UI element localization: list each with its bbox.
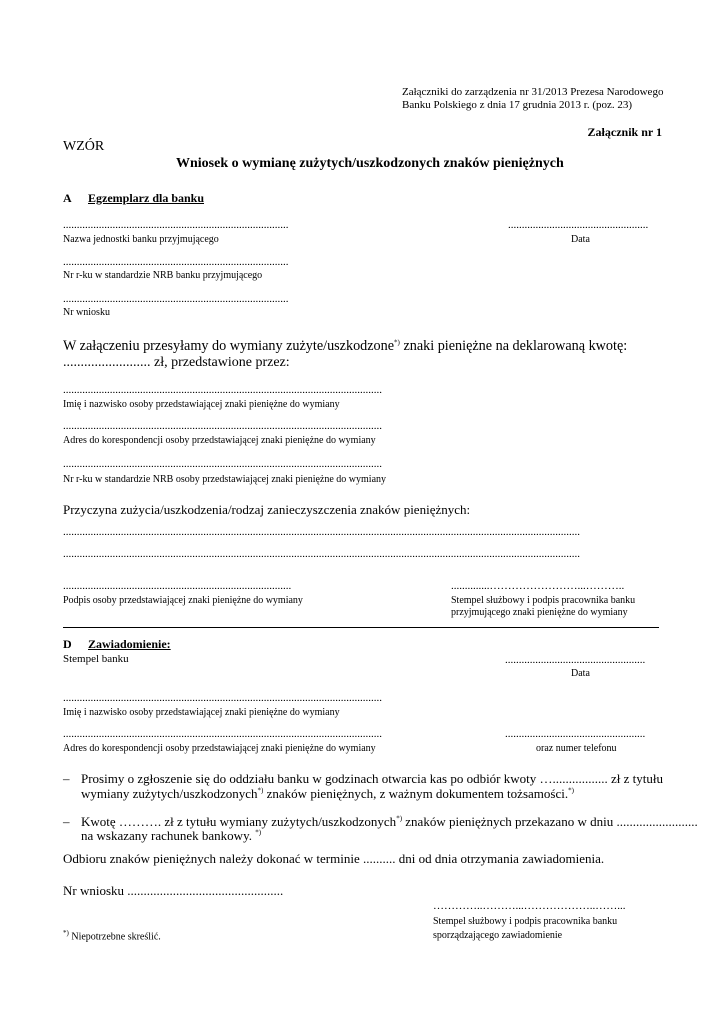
footnote-ref: *) [257, 786, 264, 795]
person-name-field[interactable]: .................................................................................................................... [63, 384, 382, 396]
bullet-2-text-a: Kwotę ………. zł z tytułu wymiany zużytych/uszkodzonych [81, 814, 397, 829]
stamp-label-line-1: Stempel służbowy i podpis pracownika banku [451, 595, 636, 606]
person-account-field[interactable]: .................................................................................................................... [63, 458, 382, 470]
footnote-text: Niepotrzebne skreślić. [68, 931, 161, 943]
bank-unit-label: Nazwa jednostki banku przyjmującego [63, 234, 219, 245]
bank-unit-field[interactable]: .................................................................................. [63, 219, 289, 231]
employee-signature-label-2: sporządzającego zawiadomienie [433, 930, 563, 941]
section-d-letter: D [63, 637, 72, 651]
reason-field-2[interactable]: ............................................................................................................................................................................................ [63, 548, 580, 560]
intro-text-b: znaki pieniężne na deklarowaną kwotę: [399, 338, 628, 354]
notice-address-field[interactable]: .................................................................................................................... [63, 728, 382, 740]
employee-signature-label-1: Stempel służbowy i podpis pracownika banku [433, 916, 618, 927]
signature-label: Podpis osoby przedstawiającej znaki pieniężne do wymiany [63, 595, 303, 606]
notice-address-label: Adres do korespondencji osoby przedstawiającej znaki pieniężne do wymiany [63, 743, 376, 754]
wzor-label: WZÓR [63, 139, 105, 154]
person-account-label: Nr r-ku w standardzie NRB osoby przedstawiającej znaki pieniężne do wymiany [63, 474, 387, 485]
date-field[interactable]: ................................................... [508, 219, 649, 231]
signature-field[interactable]: ................................................................................... [63, 580, 292, 592]
bullet-1-line-1: Prosimy o zgłoszenie się do oddziału banku w godzinach otwarcia kas po odbiór kwoty …................. zł z tytułu [81, 771, 663, 786]
bullet-1-line-2 [81, 786, 574, 802]
notice-date-label: Data [571, 668, 590, 679]
person-name-label: Imię i nazwisko osoby przedstawiającej znaki pieniężne do wymiany [63, 399, 340, 410]
intro-line-2: ......................... zł, przedstawione przez: [63, 355, 290, 370]
stamp-label-line-2: przyjmującego znaki pieniężne do wymiany [451, 607, 628, 618]
address-field[interactable]: .................................................................................................................... [63, 420, 382, 432]
bullet-2-text-c: na wskazany rachunek bankowy. [81, 828, 256, 843]
notice-person-label: Imię i nazwisko osoby przedstawiającej znaki pieniężne do wymiany [63, 707, 340, 718]
reason-field-1[interactable]: ............................................................................................................................................................................................ [63, 526, 580, 538]
phone-field[interactable]: ................................................... [505, 728, 646, 740]
footnote-ref: *) [568, 786, 574, 795]
date-label: Data [571, 234, 590, 245]
notice-person-field[interactable]: .................................................................................................................... [63, 692, 382, 704]
bank-stamp-label: Stempel banku [63, 653, 129, 665]
notice-request-number[interactable]: Nr wniosku ................................................ [63, 883, 284, 898]
bank-account-field[interactable]: .................................................................................. [63, 256, 289, 268]
address-label: Adres do korespondencji osoby przedstawiającej znaki pieniężne do wymiany [63, 435, 376, 446]
section-a-letter: A [63, 191, 72, 205]
request-number-label: Nr wniosku [63, 307, 110, 318]
bullet-1-text-a: wymiany zużytych/uszkodzonych [81, 786, 258, 801]
request-number-field[interactable]: .................................................................................. [63, 293, 289, 305]
header-line-1: Załączniki do zarządzenia nr 31/2013 Prezesa Narodowego [402, 86, 664, 98]
footnote-mark: *) [63, 929, 69, 937]
intro-text-a: W załączeniu przesyłamy do wymiany zużyte/uszkodzone [63, 338, 395, 354]
section-d-heading: Zawiadomienie: [88, 637, 171, 651]
bullet-1-text-b: znaków pieniężnych, z ważnym dokumentem tożsamości. [263, 786, 569, 801]
employee-signature-field[interactable]: …………..………...………………..……... [433, 900, 626, 912]
footnote-ref: *) [255, 828, 262, 837]
pickup-note: Odbioru znaków pieniężnych należy dokonać w terminie .......... dni od dnia otrzymania zawiadomienia. [63, 851, 605, 866]
dash-marker: – [63, 771, 70, 786]
notice-date-field[interactable]: ................................................... [505, 654, 646, 666]
bullet-2-text-b: znaków pieniężnych przekazano w dniu ......................... [402, 814, 698, 829]
bank-account-label: Nr r-ku w standardzie NRB banku przyjmującego [63, 270, 263, 281]
footnote-ref: *) [396, 814, 403, 823]
reason-label: Przyczyna zużycia/uszkodzenia/rodzaj zanieczyszczenia znaków pieniężnych: [63, 502, 471, 517]
attachment-label: Załącznik nr 1 [587, 125, 662, 139]
section-a-heading: Egzemplarz dla banku [88, 191, 205, 205]
document-title: Wniosek o wymianę zużytych/uszkodzonych znaków pieniężnych [176, 156, 564, 171]
stamp-field[interactable]: ..............……………………...……….. [451, 580, 625, 592]
dash-marker: – [63, 814, 70, 829]
section-divider [63, 627, 659, 628]
bullet-2-line-2 [81, 828, 261, 844]
intro-line-1 [63, 338, 661, 355]
header-line-2: Banku Polskiego z dnia 17 grudnia 2013 r. (poz. 23) [402, 99, 633, 111]
footnote-ref: *) [394, 338, 400, 347]
footnote [63, 929, 161, 942]
phone-label: oraz numer telefonu [536, 743, 617, 754]
